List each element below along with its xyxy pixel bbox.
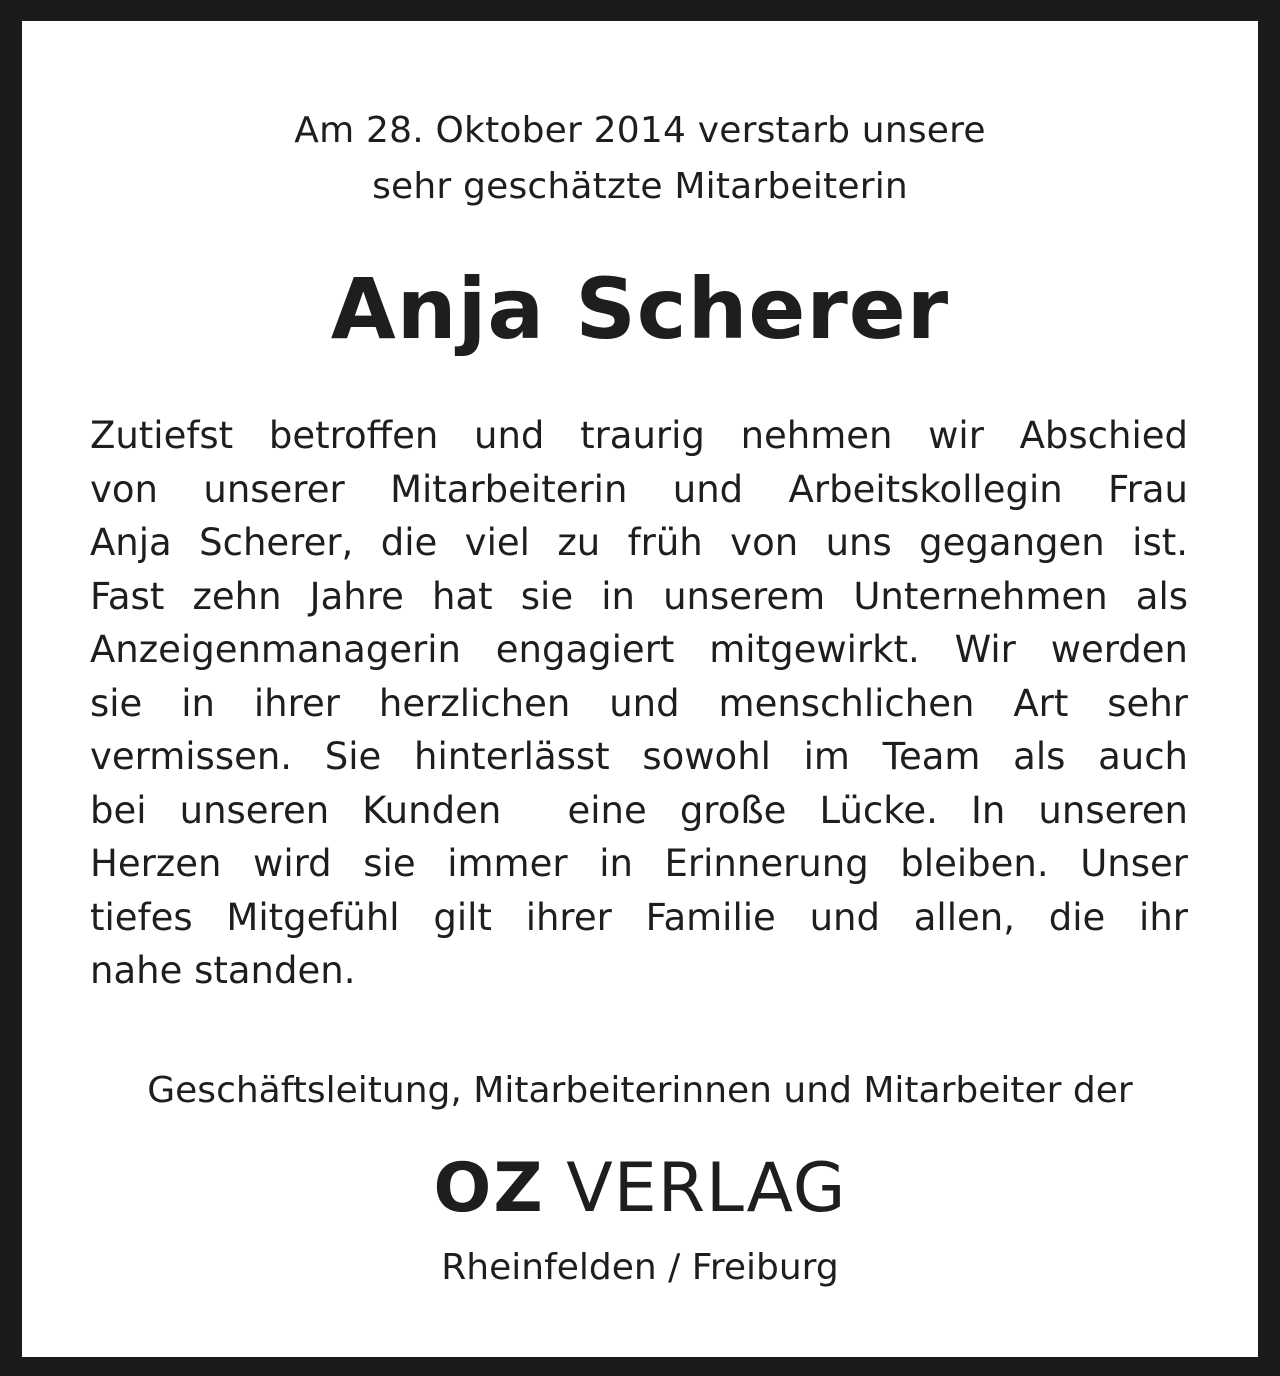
body-line: Herzen wird sie immer in Erinnerung bleiben. Unser xyxy=(90,842,1188,885)
body-line: Anzeigenmanagerin engagiert mitgewirkt. Wir werden xyxy=(90,628,1188,671)
intro-line: sehr geschätzte Mitarbeiterin xyxy=(372,166,908,207)
signature-line: Geschäftsleitung, Mitarbeiterinnen und Mitarbeiter der xyxy=(147,1070,1133,1111)
body-paragraph xyxy=(90,409,1188,998)
body-line: sie in ihrer herzlichen und menschlichen Art sehr xyxy=(90,681,1188,725)
company-location: Rheinfelden / Freiburg xyxy=(441,1247,839,1288)
body-line: nahe standen. xyxy=(90,949,356,992)
body-line: bei unseren Kunden eine große Lücke. In unseren xyxy=(90,788,1188,832)
logo-bold-text: OZ xyxy=(433,1149,545,1228)
body-line: von unserer Mitarbeiterin und Arbeitskollegin Frau xyxy=(90,467,1188,511)
body-line: Fast zehn Jahre hat sie in unserem Unternehmen als xyxy=(90,574,1188,618)
company-logo xyxy=(22,1149,1258,1229)
obituary-notice xyxy=(22,21,1258,1357)
logo-regular-text: VERLAG xyxy=(566,1149,847,1228)
intro-line: Am 28. Oktober 2014 verstarb unsere xyxy=(294,110,986,151)
body-line: tiefes Mitgefühl gilt ihrer Familie und allen, die ihr xyxy=(90,895,1188,939)
intro-text xyxy=(22,103,1258,215)
body-line: vermissen. Sie hinterlässt sowohl im Team als auch xyxy=(90,735,1188,778)
body-line: Anja Scherer, die viel zu früh von uns gegangen ist. xyxy=(90,521,1188,564)
body-line: Zutiefst betroffen und traurig nehmen wir Abschied xyxy=(90,414,1188,457)
deceased-name: Anja Scherer xyxy=(330,260,950,358)
